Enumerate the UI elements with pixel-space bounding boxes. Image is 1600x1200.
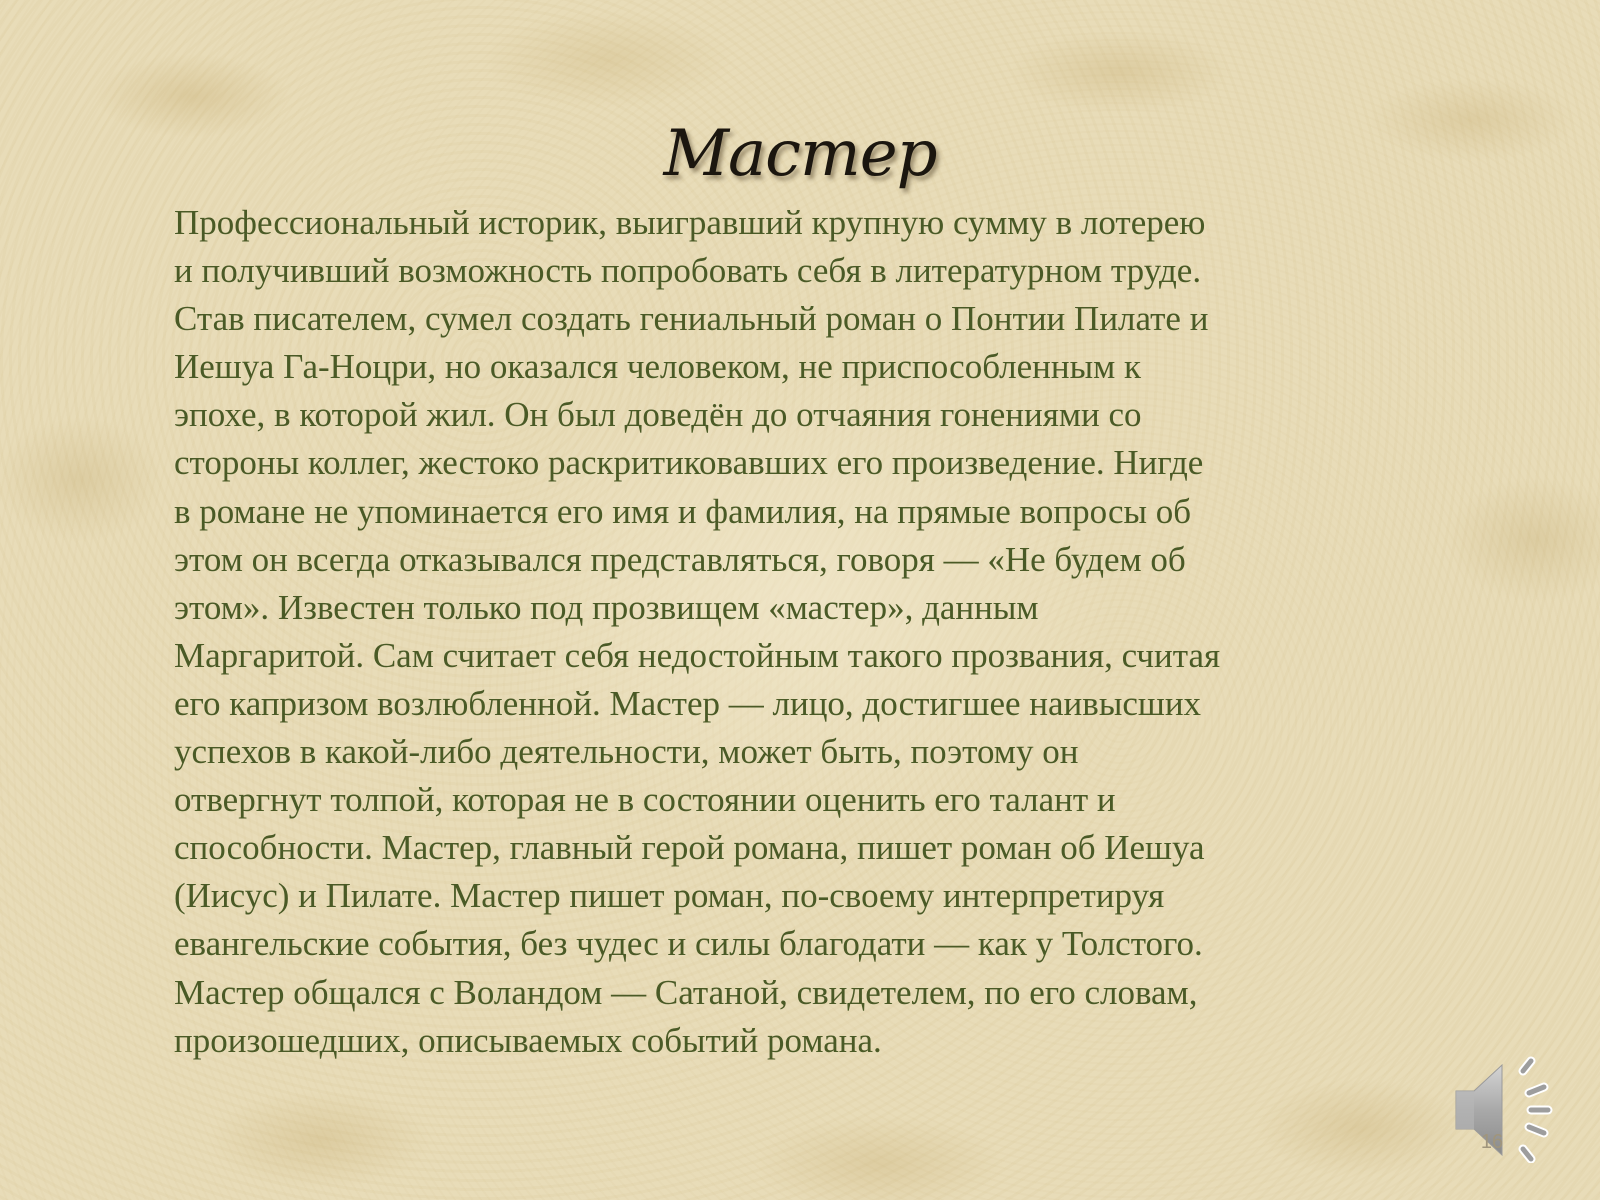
body-line: Мастер общался с Воландом — Сатаной, свидетелем, по его словам, [174,972,1198,1012]
body-line: произошедших, описываемых событий романа. [174,1020,882,1060]
slide-number: 16 [1480,1131,1504,1153]
body-line: и получивший возможность попробовать себя в литературном труде. [174,251,1202,291]
body-line: способности. Мастер, главный герой романа, пишет роман об Иешуа [174,828,1205,868]
body-text [174,199,1374,1065]
body-line: евангельские события, без чудес и силы благодати — как у Толстого. [174,924,1203,964]
body-line: Став писателем, сумел создать гениальный роман о Понтии Пилате и [174,299,1209,339]
body-line: (Иисус) и Пилате. Мастер пишет роман, по-своему интерпретируя [174,876,1165,916]
body-line: стороны коллег, жестоко раскритиковавших его произведение. Нигде [174,443,1204,483]
slide-title: Мастер [663,117,937,191]
body-line: эпохе, в которой жил. Он был доведён до отчаяния гонениями со [174,395,1142,435]
body-line: этом». Известен только под прозвищем «мастер», данным [174,587,1039,627]
body-line: его капризом возлюбленной. Мастер — лицо, достигшее наивысших [174,683,1202,723]
body-line: Профессиональный историк, выигравший крупную сумму в лотерею [174,203,1206,242]
body-line: этом он всегда отказывался представляться, говоря — «Не будем об [174,539,1186,579]
body-line: отвергнут толпой, которая не в состоянии оценить его талант и [174,780,1116,820]
body-line: Иешуа Га-Ноцри, но оказался человеком, не приспособленным к [174,347,1142,387]
body-line: в романе не упоминается его имя и фамилия, на прямые вопросы об [174,491,1192,531]
body-line: Маргаритой. Сам считает себя недостойным такого прозвания, считая [174,635,1221,675]
body-line: успехов в какой-либо деятельности, может быть, поэтому он [174,732,1079,772]
